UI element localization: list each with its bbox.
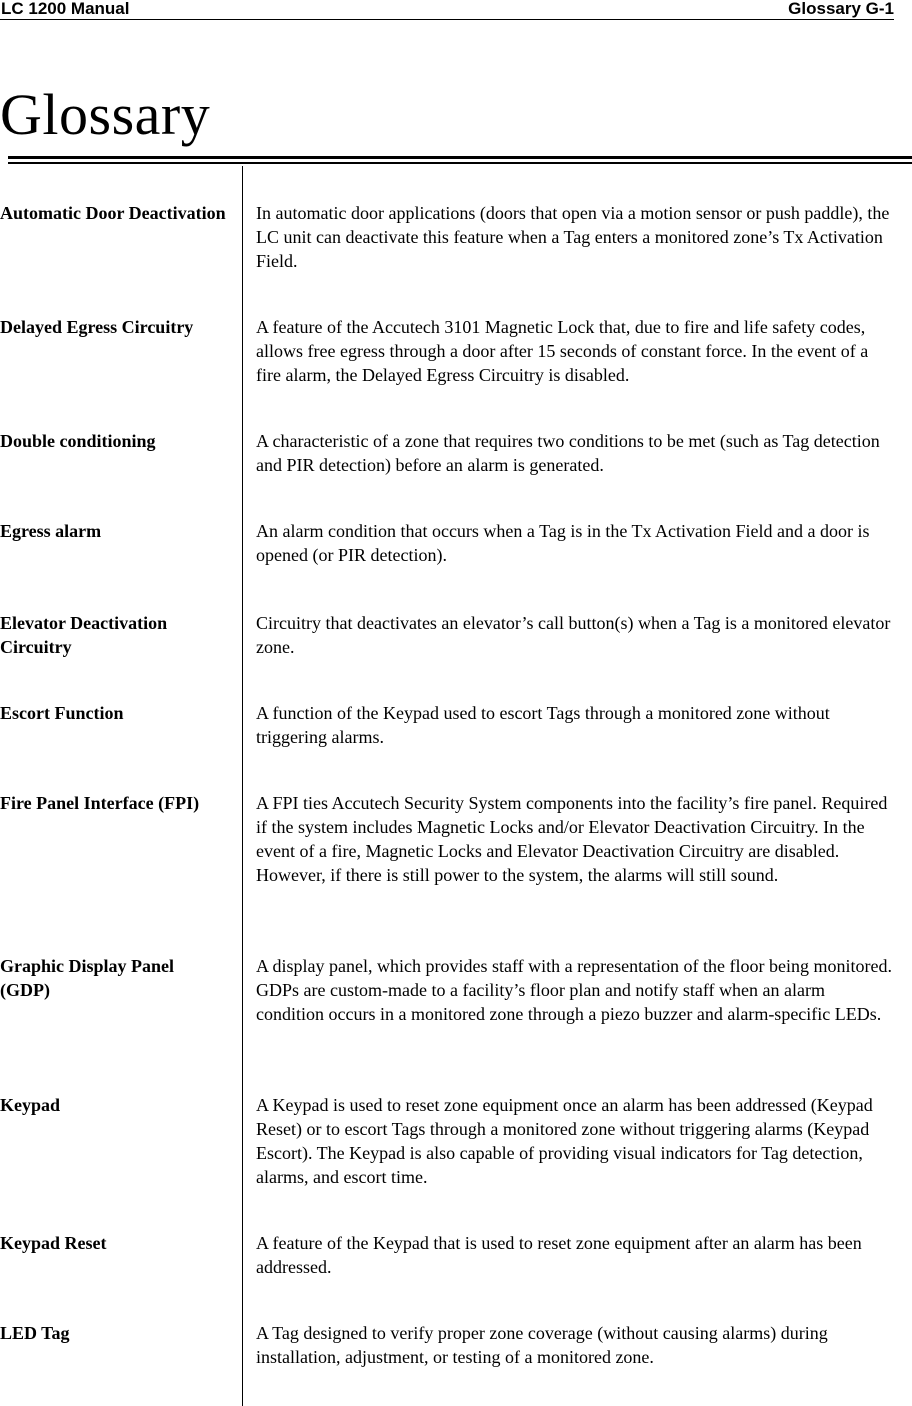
- glossary-term: Fire Panel Interface (FPI): [0, 793, 200, 813]
- glossary-definition: A Keypad is used to reset zone equipment once an alarm has been addressed (Keypad Reset) or to escort Tags through a monitored zone without triggering alarms (Keypad Escort). The Keypad is also capable of providing visual indicators for Tag detection, alarms, and escort time.: [256, 1095, 873, 1187]
- glossary-term: Egress alarm: [0, 521, 102, 541]
- glossary-term: LED Tag: [0, 1323, 70, 1343]
- glossary-term: Elevator Deactivation Circuitry: [0, 613, 168, 657]
- glossary-definition: A feature of the Keypad that is used to reset zone equipment after an alarm has been addressed.: [256, 1233, 862, 1277]
- column-divider: [242, 166, 243, 1406]
- glossary-definition: Circuitry that deactivates an elevator’s call button(s) when a Tag is a monitored elevator zone.: [256, 613, 891, 657]
- glossary-definition: A FPI ties Accutech Security System components into the facility’s fire panel. Required if the system includes Magnetic Locks and/or Elevator Deactivation Circuitry. In the event of a fire, Magnetic Locks and Elevator Deactivation Circuitry are disabled. However, if there is still power to the system, the alarms will still sound.: [256, 793, 888, 885]
- glossary-definition: A Tag designed to verify proper zone coverage (without causing alarms) during installation, adjustment, or testing of a monitored zone.: [256, 1323, 828, 1367]
- glossary-definition: A feature of the Accutech 3101 Magnetic Lock that, due to fire and life safety codes, allows free egress through a door after 15 seconds of constant force. In the event of a fire alarm, the Delayed Egress Circuitry is disabled.: [256, 317, 869, 385]
- glossary-term: Keypad Reset: [0, 1233, 107, 1253]
- glossary-definition: In automatic door applications (doors that open via a motion sensor or push paddle), the LC unit can deactivate this feature when a Tag enters a monitored zone’s Tx Activation Field.: [256, 203, 890, 271]
- glossary-term: Graphic Display Panel (GDP): [0, 956, 175, 1000]
- glossary-term: Double conditioning: [0, 431, 156, 451]
- glossary-term: Delayed Egress Circuitry: [0, 317, 194, 337]
- title-rule-thick: [8, 156, 912, 159]
- glossary-definition: A function of the Keypad used to escort Tags through a monitored zone without triggering alarms.: [256, 703, 830, 747]
- glossary-definition: A characteristic of a zone that requires two conditions to be met (such as Tag detection and PIR detection) before an alarm is generated.: [256, 431, 880, 475]
- glossary-definition: A display panel, which provides staff with a representation of the floor being monitored. GDPs are custom-made to a facility’s floor plan and notify staff when an alarm condition occurs in a monitored zone through a piezo buzzer and alarm-specific LEDs.: [256, 956, 893, 1024]
- title-rule-thin: [8, 162, 912, 164]
- manual-title: LC 1200 Manual: [1, 0, 130, 18]
- glossary-term: Keypad: [0, 1095, 61, 1115]
- glossary-term: Automatic Door Deactivation: [0, 203, 226, 223]
- page-header: [0, 0, 894, 20]
- page-title: Glossary: [0, 82, 211, 147]
- page-number: Glossary G-1: [788, 0, 894, 18]
- glossary-definition: An alarm condition that occurs when a Tag is in the Tx Activation Field and a door is opened (or PIR detection).: [256, 521, 870, 565]
- glossary-term: Escort Function: [0, 703, 124, 723]
